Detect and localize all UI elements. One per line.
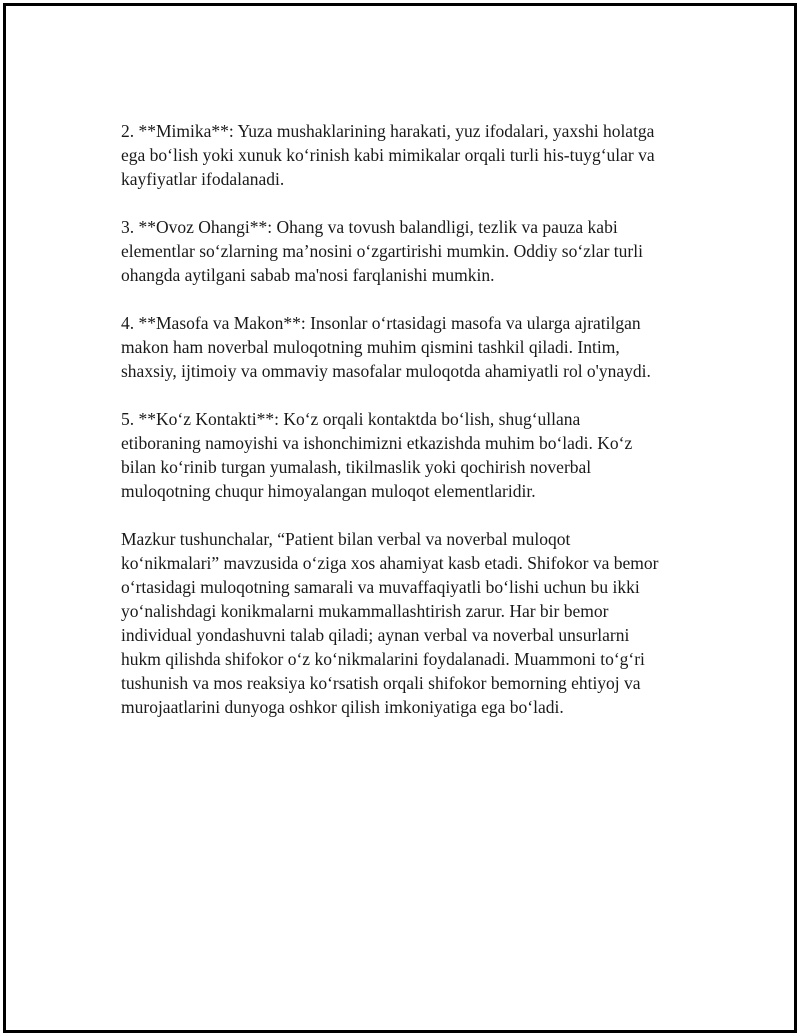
paragraph-mimika: 2. **Mimika**: Yuza mushaklarining harakati, yuz ifodalari, yaxshi holatga ega bo‘lish yoki xunuk ko‘rinish kabi mimikalar orqali turli his-tuyg‘ular va kayfiyatlar ifodalanadi. bbox=[121, 121, 655, 189]
paragraph-conclusion: Mazkur tushunchalar, “Patient bilan verbal va noverbal muloqot ko‘nikmalari” mavzusida o‘ziga xos ahamiyat kasb etadi. Shifokor va bemor o‘rtasidagi muloqotning samarali va muvaffaqiyatli bo‘lishi uchun bu ikki yo‘nalishdagi konikmalarni mukammallashtirish zarur. Har bir bemor individual yondashuvni talab qiladi; aynan verbal va noverbal unsurlarni hukm qilishda shifokor o‘z ko‘nikmalarini foydalanadi. Muammoni to‘g‘ri tushunish va mos reaksiya ko‘rsatish orqali shifokor bemorning ehtiyoj va murojaatlarini dunyoga oshkor qilish imkoniyatiga ega bo‘ladi. bbox=[121, 529, 659, 717]
paragraph-ovoz-ohangi: 3. **Ovoz Ohangi**: Ohang va tovush balandligi, tezlik va pauza kabi elementlar so‘zlarning ma’nosini o‘zgartirishi mumkin. Oddiy so‘zlar turli ohangda aytilgani sabab ma'nosi farqlanishi mumkin. bbox=[121, 217, 643, 285]
paragraph-masofa-va-makon: 4. **Masofa va Makon**: Insonlar o‘rtasidagi masofa va ularga ajratilgan makon ham noverbal muloqotning muhim qismini tashkil qiladi. Intim, shaxsiy, ijtimoiy va ommaviy masofalar muloqotda ahamiyatli rol o'ynaydi. bbox=[121, 313, 651, 381]
document-page bbox=[3, 3, 797, 1033]
paragraph-koz-kontakti: 5. **Ko‘z Kontakti**: Ko‘z orqali kontaktda bo‘lish, shug‘ullana etiboraning namoyishi va ishonchimizni etkazishda muhim bo‘ladi. Ko‘z bilan ko‘rinib turgan yumalash, tikilmaslik yoki qochirish noverbal muloqotning chuqur himoyalangan muloqot elementlaridir. bbox=[121, 409, 633, 501]
document-body bbox=[121, 119, 701, 743]
